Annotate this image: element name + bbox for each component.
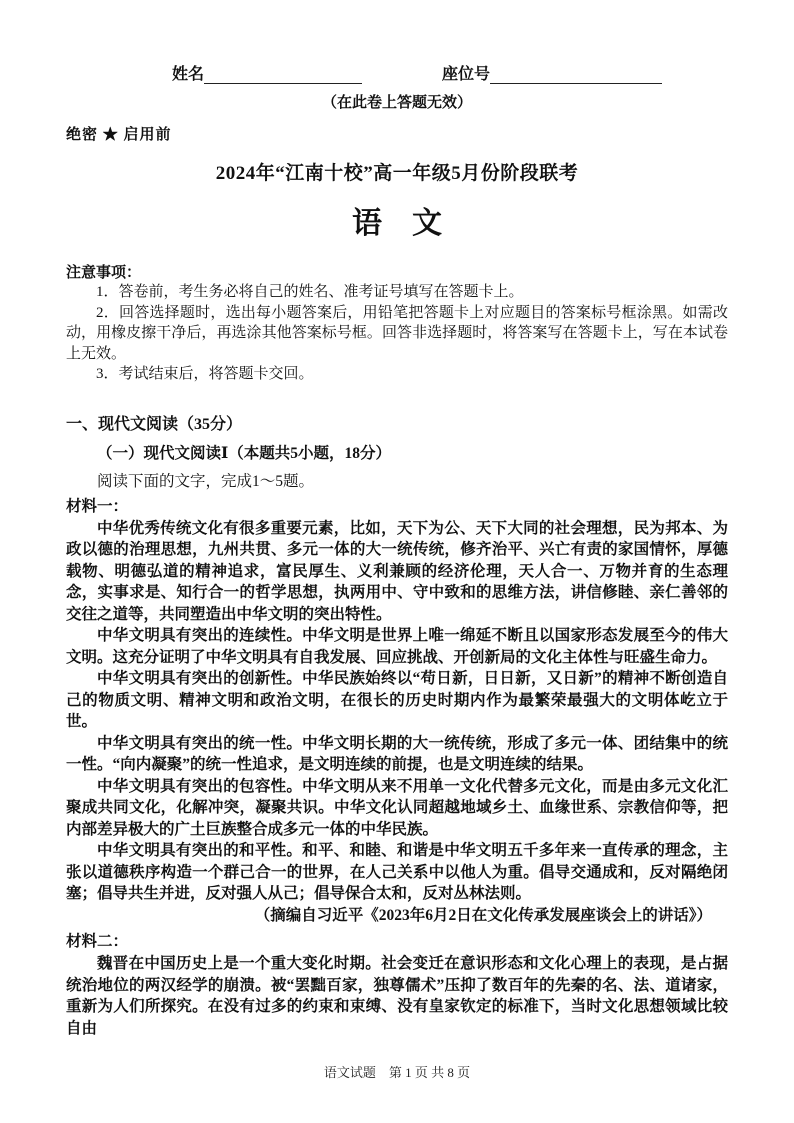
material1-label: 材料一： (66, 497, 129, 515)
page-footer: 语文试题 第 1 页 共 8 页 (323, 1065, 471, 1080)
secrecy-notice: 绝密 ★ 启用前 (66, 127, 172, 143)
notice-item-1: 1．答卷前，考生务必将自己的姓名、准考证号填写在答题卡上。 (96, 284, 524, 300)
material1-paragraph-3: 中华文明具有突出的创新性。中华民族始终以“苟日新，日日新，又日新”的精神不断创造自己的物质文明、精神文明和政治文明，在很长的历史时期内作为最繁荣最强大的文明体屹立于世。 (66, 670, 728, 730)
name-label: 姓名 (172, 66, 205, 83)
exam-title: 2024年“江南十校”高一年级5月份阶段联考 (215, 163, 579, 184)
material1-paragraph-4: 中华文明具有突出的统一性。中华文明长期的大一统传统，形成了多元一体、团结集中的统一性。“向内凝聚”的统一性追求，是文明连续的前提，也是文明连续的结果。 (66, 734, 728, 773)
material1-paragraph-5: 中华文明具有突出的包容性。中华文明从来不用单一文化代替多元文化，而是由多元文化汇聚成共同文化，化解冲突，凝聚共识。中华文化认同超越地域乡土、血缘世系、宗教信仰等，把内部差异极大的广土巨族整合成多元一体的中华民族。 (66, 777, 728, 838)
invalid-answer-note: （在此卷上答题无效） (321, 95, 472, 111)
notice-heading: 注意事项： (66, 265, 142, 281)
name-seat-row (172, 62, 728, 84)
material1-paragraph-6: 中华文明具有突出的和平性。和平、和睦、和谐是中华文明五千多年来一直传承的理念，主张以道德秩序构造一个群己合一的世界，在人己关系中以他人为重。倡导交通成和，反对隔绝闭塞；倡导共生并进，反对强人从己；倡导保合太和，反对丛林法则。 (66, 842, 728, 902)
seat-blank-line (490, 66, 662, 84)
material1-paragraph-1: 中华优秀传统文化有很多重要元素，比如，天下为公、天下大同的社会理想，民为邦本、为政以德的治理思想，九州共贯、多元一体的大一统传统，修齐治平、兴亡有责的家国情怀，厚德载物、明德弘道的精神追求，富民厚生、义利兼顾的经济伦理，天人合一、万物并育的生态理念，实事求是、知行合一的哲学思想，执两用中、守中致和的思维方法，讲信修睦、亲仁善邻的交往之道等，共同塑造出中华文明的突出特性。 (66, 519, 728, 623)
material1-paragraph-2: 中华文明具有突出的连续性。中华文明是世界上唯一绵延不断且以国家形态发展至今的伟大文明。这充分证明了中华文明具有自我发展、回应挑战、开创新局的文化主体性与旺盛生命力。 (66, 627, 728, 666)
subject-title: 语 文 (352, 207, 442, 240)
notice-item-3: 3．考试结束后，将答题卡交回。 (96, 366, 314, 382)
section-subheading: （一）现代文阅读Ⅰ（本题共5小题，18分） (97, 444, 392, 462)
name-blank-line (204, 66, 362, 84)
material1-attribution: （摘编自习近平《2023年6月2日在文化传承发展座谈会上的讲话》） (254, 906, 712, 924)
section-heading-modern-reading: 一、现代文阅读（35分） (66, 415, 243, 433)
material2-label: 材料二： (66, 933, 129, 950)
reading-instruction: 阅读下面的文字，完成1～5题。 (97, 472, 315, 490)
seat-label: 座位号 (442, 66, 491, 83)
material2-paragraph-1: 魏晋在中国历史上是一个重大变化时期。社会变迁在意识形态和文化心理上的表现，是占据统治地位的两汉经学的崩溃。被“罢黜百家，独尊儒术”压抑了数百年的先秦的名、法、道诸家，重新为人们所探究。在没有过多的约束和束缚、没有皇家钦定的标准下，当时文化思想领域比较自由 (66, 955, 728, 1037)
notice-item-2: 2．回答选择题时，选出每小题答案后，用铅笔把答题卡上对应题目的答案标号框涂黑。如需改动，用橡皮擦干净后，再选涂其他答案标号框。回答非选择题时，将答案写在答题卡上，写在本试卷上无效。 (66, 304, 728, 362)
